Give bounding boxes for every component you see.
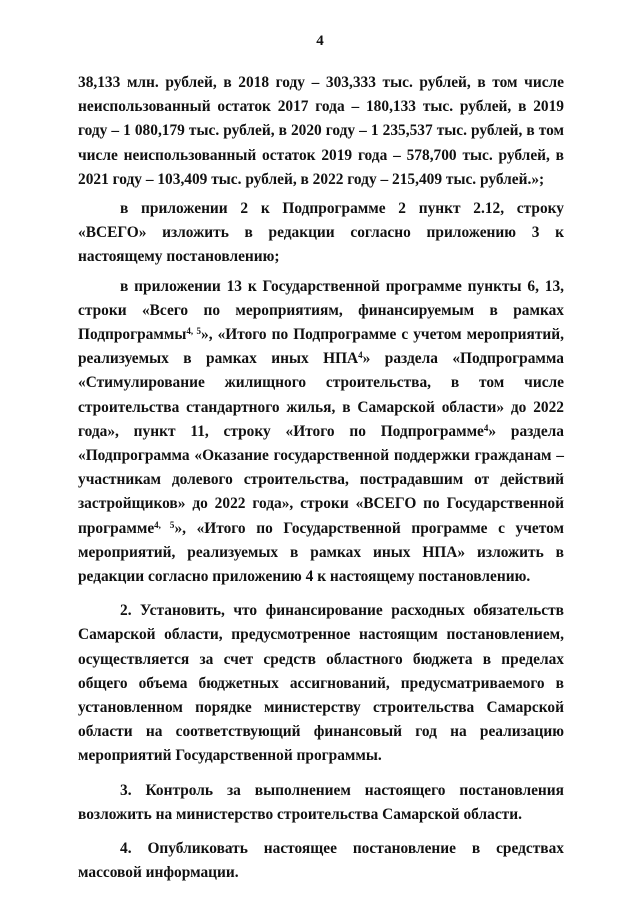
- paragraph-funding-amounts: 38,133 млн. рублей, в 2018 году – 303,333 тыс. рублей, в том числе неиспользованный остаток 2017 года – 180,133 тыс. рублей, в 2019 году – 1 080,179 тыс. рублей, в 2020 году – 1 235,537 тыс. рублей, в том числе неиспользованный остаток 2019 года – 578,700 тыс. рублей, в 2021 году – 103,409 тыс. рублей, в 2022 году – 215,409 тыс. рублей.»;: [78, 74, 564, 188]
- paragraph-text-segment: », «Итого по Государственной программе с учетом мероприятий, реализуемых в рамках иных НПА» изложить в редакции согласно приложению 4 к настоящему постановлению.: [78, 519, 565, 586]
- document-body: [78, 71, 564, 886]
- footnote-marker: 4: [358, 350, 363, 361]
- paragraph-item-3-control: 3. Контроль за выполнением настоящего постановления возложить на министерство строительства Самарской области.: [78, 781, 564, 823]
- paragraph-text-segment: в приложении 13 к Государственной программе пункты 6, 13, строки «Всего по мероприятиям, финансируемым в рамках Подпрограммы: [78, 277, 564, 344]
- paragraph-appendix-2: в приложении 2 к Подпрограмме 2 пункт 2.12, строку «ВСЕГО» изложить в редакции согласно приложению 3 к настоящему постановлению;: [78, 200, 564, 266]
- paragraph-item-2-financing: 2. Установить, что финансирование расходных обязательств Самарской области, предусмотренное настоящим постановлением, осуществляется за счет средств областного бюджета в пределах общего объема бюджетных ассигнований, предусматриваемого в установленном порядке министерству строительства Самарской области на соответствующий финансовый год на реализацию мероприятий Государственной программы.: [78, 602, 564, 765]
- paragraph-text-segment: » раздела «Подпрограмма «Стимулирование жилищного строительства, в том числе строительства стандартного жилья, в Самарской области» до 2022 года», пункт 11, строку «Итого по Подпрограмме: [78, 350, 564, 440]
- paragraph-item-4-publish: 4. Опубликовать настоящее постановление в средствах массовой информации.: [78, 840, 564, 882]
- page-number: 4: [316, 33, 324, 49]
- footnote-marker: 4, 5: [186, 326, 202, 337]
- paragraph-text-segment: » раздела «Подпрограмма «Оказание государственной поддержки гражданам – участникам долевого строительства, пострадавшим от действий застройщиков» до 2022 года», строки «ВСЕГО по Государственной программе: [78, 422, 564, 537]
- footnote-marker: 4, 5: [154, 519, 175, 530]
- paragraph-text-segment: », «Итого по Подпрограмме с учетом мероприятий, реализуемых в рамках иных НПА: [78, 326, 565, 368]
- footnote-marker: 4: [483, 422, 489, 433]
- paragraph-appendix-13: [78, 275, 564, 590]
